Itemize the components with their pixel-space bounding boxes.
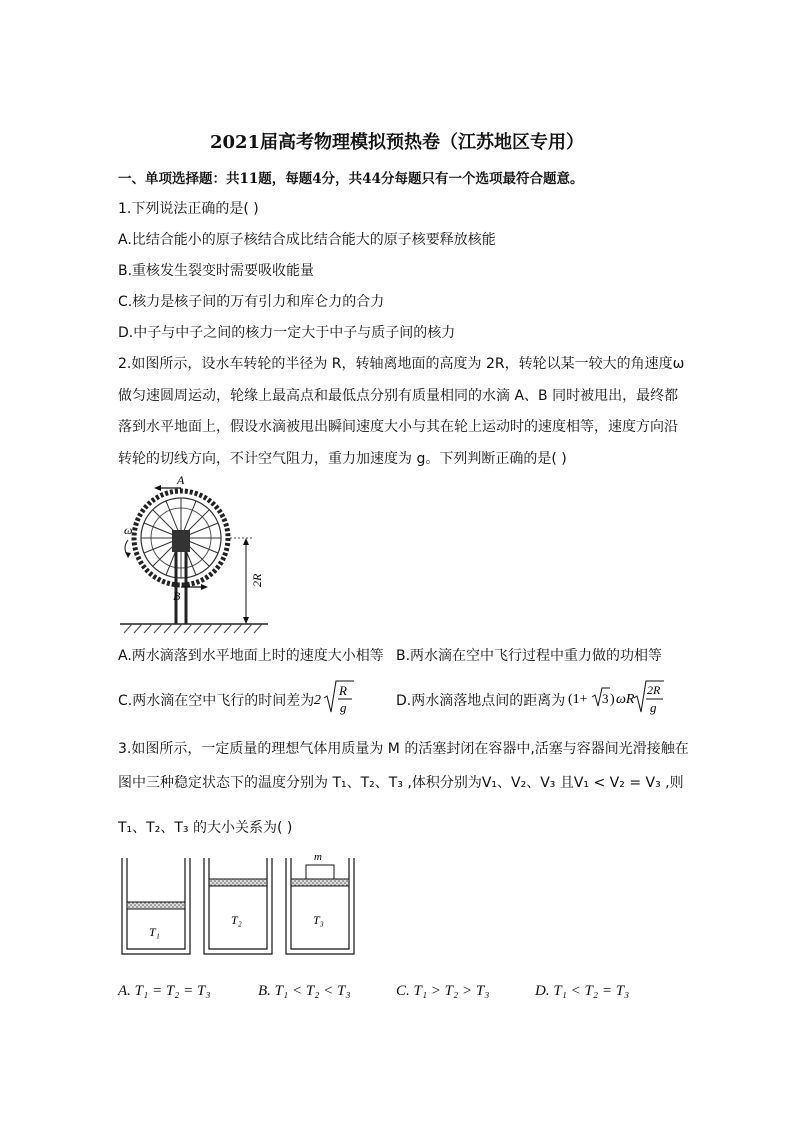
svg-text:): ) bbox=[610, 692, 615, 707]
q1-option-a: A.比结合能小的原子核结合成比结合能大的原子核要释放核能 bbox=[118, 232, 496, 248]
q2-stem-line3: 落到水平地面上，假设水滴被甩出瞬间速度大小与其在轮上运动时的速度相等，速度方向沿 bbox=[118, 419, 678, 435]
q3-option-b: B. T₁ < T₂ < T₃ bbox=[258, 983, 351, 999]
height-label: 2R bbox=[250, 573, 264, 587]
svg-text:2R: 2R bbox=[647, 683, 661, 697]
label-b: B bbox=[173, 589, 181, 603]
q3-stem-line2: 图中三种稳定状态下的温度分别为 T₁、T₂、T₃ ,体积分别为V₁、V₂、V₃ 且V₁ < V₂ = V₃ ,则 bbox=[118, 775, 684, 791]
q2-option-a: A.两水滴落到水平地面上时的速度大小相等 bbox=[118, 648, 384, 664]
q3-option-d: D. T₁ < T₂ = T₃ bbox=[535, 983, 630, 999]
q2-stem-line1: 2.如图所示，设水车转轮的半径为 R，转轴离地面的高度为 2R，转轮以某一较大的角速度ω bbox=[118, 356, 685, 372]
svg-text:3: 3 bbox=[602, 691, 609, 706]
q3-stem-line3: T₁、T₂、T₃ 的大小关系为( ) bbox=[118, 820, 293, 836]
section-heading: 一、单项选择题：共11题，每题4分，共44分每题只有一个选项最符合题意。 bbox=[118, 171, 584, 187]
q3-option-c: C. T₁ > T₂ > T₃ bbox=[396, 983, 490, 999]
svg-text:R: R bbox=[339, 683, 347, 698]
svg-text:ωR: ωR bbox=[616, 692, 635, 707]
t2-label: T₂ bbox=[231, 913, 242, 927]
gas-containers-figure bbox=[120, 850, 360, 956]
q1-stem: 1.下列说法正确的是( ) bbox=[118, 201, 259, 217]
q1-option-d: D.中子与中子之间的核力一定大于中子与质子间的核力 bbox=[118, 325, 456, 341]
q2-option-c: C.两水滴在空中飞行的时间差为 bbox=[118, 693, 315, 709]
q2-stem-line4: 转轮的切线方向，不计空气阻力，重力加速度为 g。下列判断正确的是( ) bbox=[118, 451, 567, 467]
svg-text:(1+: (1+ bbox=[568, 692, 588, 707]
waterwheel-figure bbox=[118, 474, 270, 634]
svg-text:2: 2 bbox=[314, 693, 321, 708]
svg-text:g: g bbox=[650, 700, 657, 715]
q1-option-b: B.重核发生裂变时需要吸收能量 bbox=[118, 263, 315, 279]
q3-stem-line1: 3.如图所示，一定质量的理想气体用质量为 M 的活塞封闭在容器中,活塞与容器间光滑接触在 bbox=[118, 741, 689, 757]
t1-label: T₁ bbox=[149, 925, 160, 939]
q1-option-c: C.核力是核子间的万有引力和库仑力的合力 bbox=[118, 294, 385, 310]
t3-label: T₃ bbox=[313, 913, 324, 927]
label-a: A bbox=[177, 474, 185, 487]
q2-option-c-formula bbox=[312, 678, 356, 718]
q2-option-d: D.两水滴落地点间的距离为 bbox=[396, 693, 566, 709]
q2-option-d-formula bbox=[568, 678, 664, 718]
svg-text:g: g bbox=[340, 700, 347, 715]
mass-label: m bbox=[314, 851, 322, 863]
q2-option-b: B.两水滴在空中飞行过程中重力做的功相等 bbox=[396, 648, 663, 664]
q2-stem-line2: 做匀速圆周运动，轮缘上最高点和最低点分别有质量相同的水滴 A、B 同时被甩出，最终都 bbox=[118, 388, 679, 404]
q3-option-a: A. T₁ = T₂ = T₃ bbox=[118, 983, 211, 999]
page-title: 2021届高考物理模拟预热卷（江苏地区专用） bbox=[209, 132, 585, 153]
omega-label: ω bbox=[124, 523, 133, 537]
